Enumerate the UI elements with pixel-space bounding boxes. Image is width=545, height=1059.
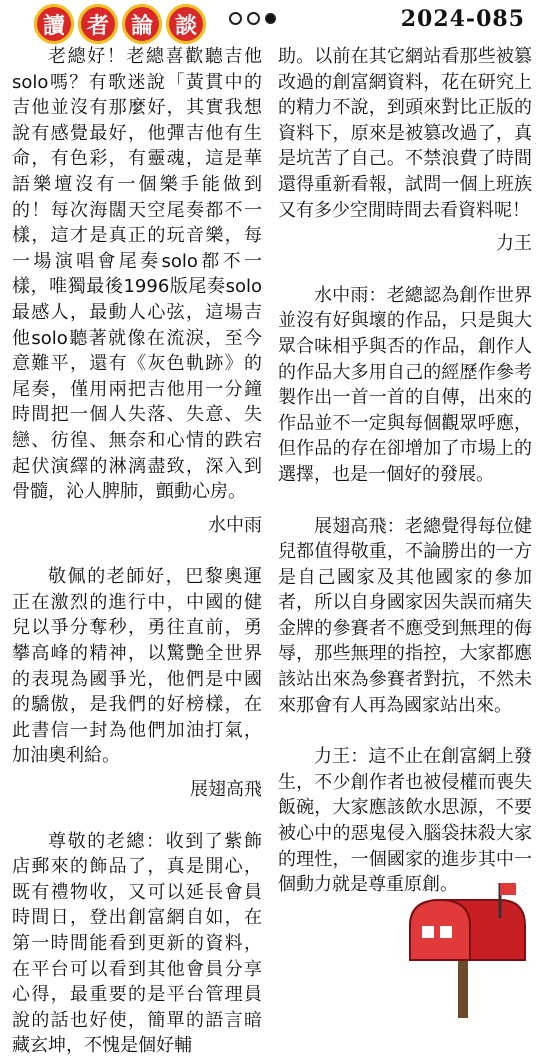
letter-text: 敬佩的老師好，巴黎奧運正在激烈的進行中，中國的健兒以爭分奪秒，勇往直前，勇攀高峰的精神，以驚艷全世界的表現為國爭光，他們是中國的驕傲，是我們的好榜樣，在此書信一封為他們加油打氣，加油奧利給。 xyxy=(12,566,262,767)
issue-number: 2024-085 xyxy=(400,6,525,32)
filled-circle-icon xyxy=(265,13,276,24)
letter-text: 尊敬的老總：收到了紫飾店郵來的飾品了，真是開心，既有禮物收，又可以延長會員時間日，登出創富網自如，在第一時間能看到更新的資料，在平台可以看到其他會員分享心得，最重要的是平台管理員說的話也好使，簡單的語言暗藏玄坤，不愧是個好輔 xyxy=(12,830,262,1057)
decorative-dots xyxy=(229,12,276,25)
editor-reply: 水中雨：老總認為創作世界並沒有好與壞的作品，只是與大眾合味相乎與否的作品，創作人的作品大多用自己的經歷作參考製作出一首一首的自傳，出來的作品並不一定與每個觀眾呼應，但作品的存在卻增加了市場上的選擇，也是一個好的發展。 xyxy=(278,284,532,485)
left-column xyxy=(12,44,262,1059)
editor-reply: 力王：這不止在創富網上發生，不少創作者也被侵權而喪失飯碗，大家應該飲水思源，不要被心中的惡鬼侵入腦袋抹殺大家的理性，一個國家的進步其中一個動力就是尊重原創。 xyxy=(278,746,532,896)
letter-text-continued: 助。以前在其它網站看那些被篡改過的創富網資料，花在研究上的精力不說，到頭來對比正版的資料下，原來是被篡改過了，真是坑苦了自己。不禁浪費了時間還得重新看報，試問一個上班族又有多少空閒時間去看資料呢！ xyxy=(278,46,532,221)
title-char-badge: 者 xyxy=(78,4,118,44)
letter-signature: 水中雨 xyxy=(208,514,262,536)
column-title xyxy=(34,4,206,44)
circle-icon xyxy=(247,12,260,25)
mailbox-icon xyxy=(400,878,530,1018)
right-column xyxy=(278,44,532,898)
title-char-badge: 讀 xyxy=(34,4,74,44)
column-header xyxy=(0,0,545,40)
letter-signature: 展翅高飛 xyxy=(190,779,262,801)
title-char-badge: 論 xyxy=(122,4,162,44)
circle-icon xyxy=(229,12,242,25)
title-char-badge: 談 xyxy=(166,4,206,44)
letter-text: 老總好！老總喜歡聽吉他solo嗎？有歌迷說「黃貫中的吉他並沒有那麼好，其實我想說有感覺最好，他彈吉他有生命，有色彩，有靈魂，這是華語樂壇沒有一個樂手能做到的！每次海闊天空尾奏都不一樣，這才是真正的玩音樂，每一場演唱會尾奏solo都不一樣，唯獨最後1996版尾奏solo最感人，最動人心弦，這場吉他solo聽著就像在流淚，至今意難平，還有《灰色軌跡》的尾奏，僅用兩把吉他用一分鐘時間把一個人失落、失意、失戀、彷徨、無奈和心情的跌宕起伏演繹的淋漓盡致，深入到骨髓，沁人脾肺，顫動心房。 xyxy=(12,46,262,503)
editor-reply: 展翅高飛：老總覺得每位健兒都值得敬重，不論勝出的一方是自己國家及其他國家的參加者，所以自身國家因失誤而痛失金牌的參賽者不應受到無理的侮辱，那些無理的指控，大家都應該站出來為參賽者對抗，不然未來那會有人再為國家站出來。 xyxy=(278,515,532,716)
letter-signature: 力王 xyxy=(496,233,532,255)
